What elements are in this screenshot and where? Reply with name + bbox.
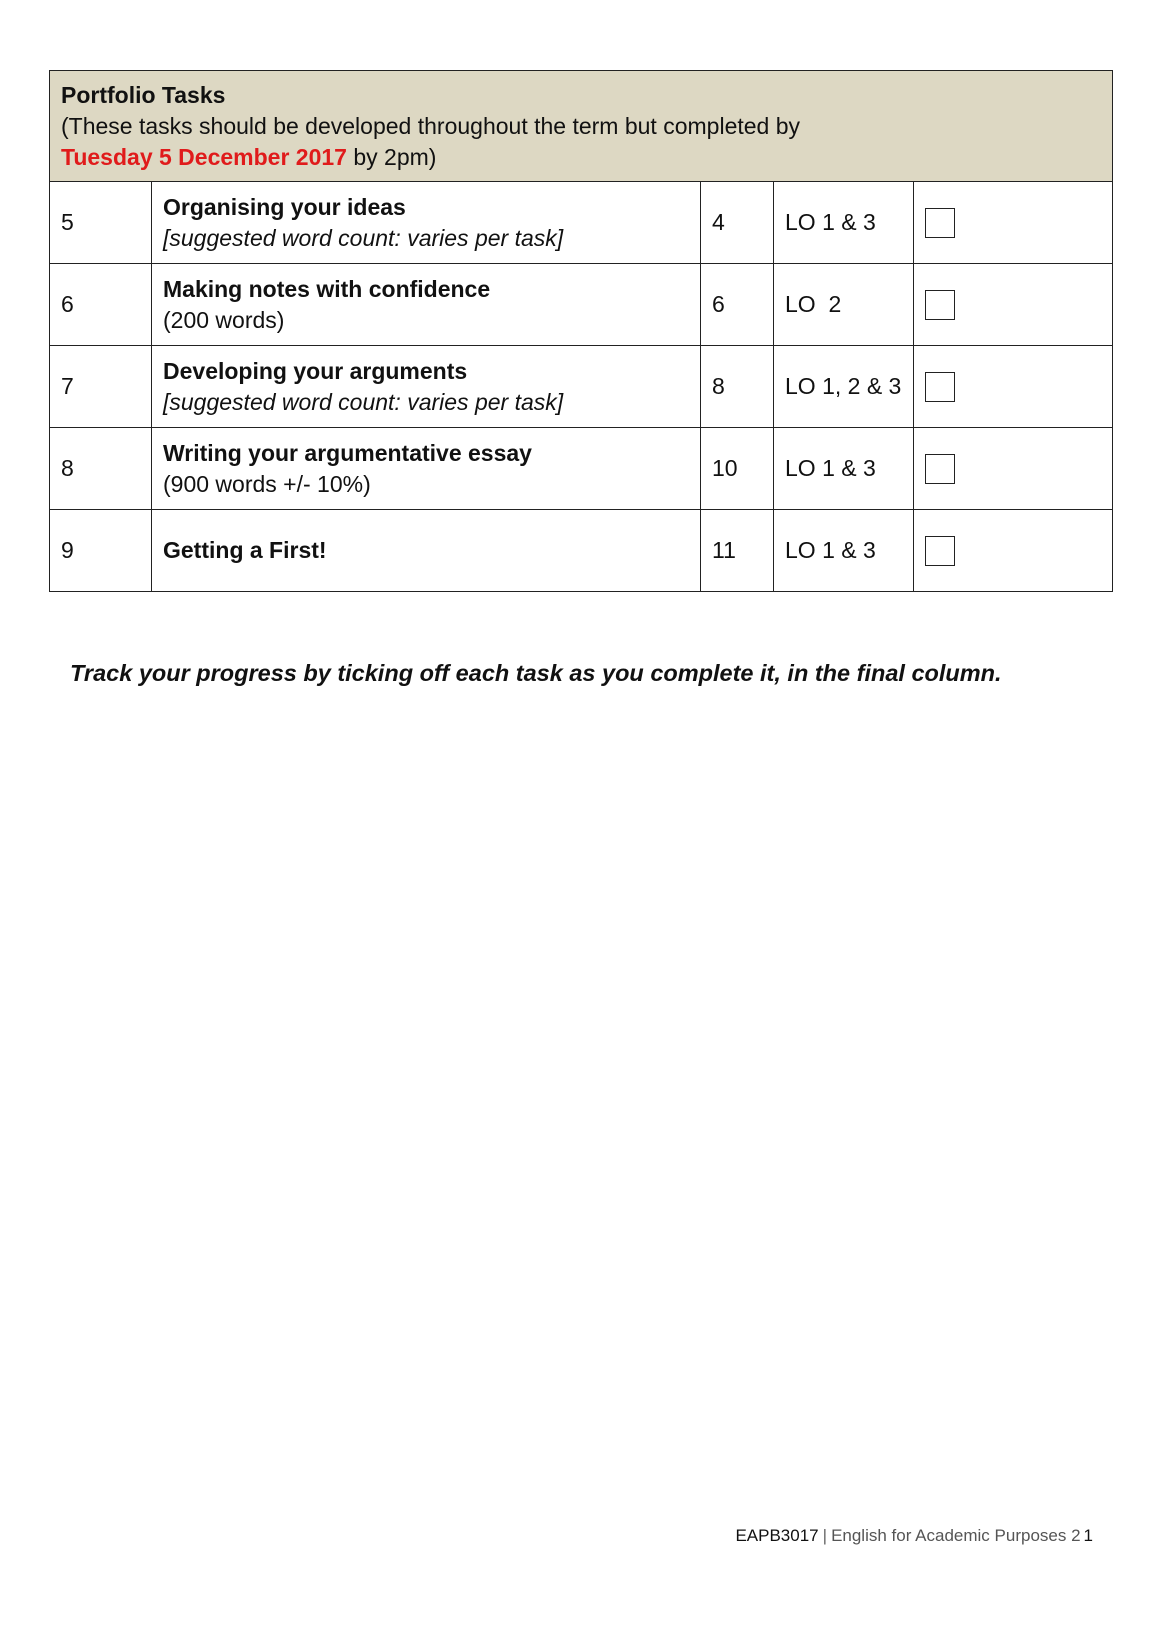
task-number: 5 xyxy=(50,182,152,264)
header-title: Portfolio Tasks xyxy=(61,81,226,108)
task-detail: (200 words) xyxy=(163,306,285,333)
task-checkbox[interactable] xyxy=(925,536,955,566)
table-row xyxy=(50,510,1113,592)
task-learning-outcomes: LO 2 xyxy=(774,264,914,346)
task-title: Developing your arguments xyxy=(163,357,468,384)
table-row xyxy=(50,346,1113,428)
task-learning-outcomes: LO 1 & 3 xyxy=(774,510,914,592)
task-tick-cell xyxy=(914,182,1113,264)
header-line1: (These tasks should be developed throughout the term but completed by xyxy=(61,112,801,139)
task-number: 6 xyxy=(50,264,152,346)
task-checkbox[interactable] xyxy=(925,290,955,320)
deadline-date: Tuesday 5 December 2017 xyxy=(61,143,347,170)
course-code: EAPB3017 xyxy=(735,1526,819,1545)
course-name: English for Academic Purposes 2 xyxy=(831,1526,1081,1545)
task-tick-cell xyxy=(914,346,1113,428)
task-description xyxy=(152,510,701,592)
task-tick-cell xyxy=(914,428,1113,510)
task-description xyxy=(152,264,701,346)
header-line2-suffix: by 2pm) xyxy=(346,143,437,170)
task-title: Writing your argumentative essay xyxy=(163,439,532,466)
task-learning-outcomes: LO 1, 2 & 3 xyxy=(774,346,914,428)
task-week: 8 xyxy=(701,346,774,428)
table-header xyxy=(50,71,1113,182)
table-row xyxy=(50,428,1113,510)
table-row xyxy=(50,182,1113,264)
footer-separator: | xyxy=(822,1526,828,1545)
page-footer xyxy=(735,1526,1093,1546)
task-detail: [suggested word count: varies per task] xyxy=(163,388,564,415)
task-week: 11 xyxy=(701,510,774,592)
table-header-row xyxy=(50,71,1113,182)
task-week: 10 xyxy=(701,428,774,510)
task-title: Making notes with confidence xyxy=(163,275,491,302)
task-title: Getting a First! xyxy=(163,537,327,563)
progress-note: Track your progress by ticking off each task as you complete it, in the final column. xyxy=(70,660,1002,686)
task-learning-outcomes: LO 1 & 3 xyxy=(774,182,914,264)
task-week: 4 xyxy=(701,182,774,264)
task-number: 7 xyxy=(50,346,152,428)
task-description xyxy=(152,182,701,264)
task-number: 8 xyxy=(50,428,152,510)
task-week: 6 xyxy=(701,264,774,346)
task-tick-cell xyxy=(914,510,1113,592)
task-description xyxy=(152,346,701,428)
task-title: Organising your ideas xyxy=(163,193,406,220)
task-checkbox[interactable] xyxy=(925,372,955,402)
task-detail: (900 words +/- 10%) xyxy=(163,470,371,497)
table-row xyxy=(50,264,1113,346)
task-detail: [suggested word count: varies per task] xyxy=(163,224,564,251)
task-description xyxy=(152,428,701,510)
task-tick-cell xyxy=(914,264,1113,346)
page-number: 1 xyxy=(1083,1526,1093,1545)
task-checkbox[interactable] xyxy=(925,208,955,238)
header-line2 xyxy=(61,142,1101,173)
task-learning-outcomes: LO 1 & 3 xyxy=(774,428,914,510)
portfolio-tasks-table xyxy=(49,70,1113,592)
task-number: 9 xyxy=(50,510,152,592)
task-checkbox[interactable] xyxy=(925,454,955,484)
